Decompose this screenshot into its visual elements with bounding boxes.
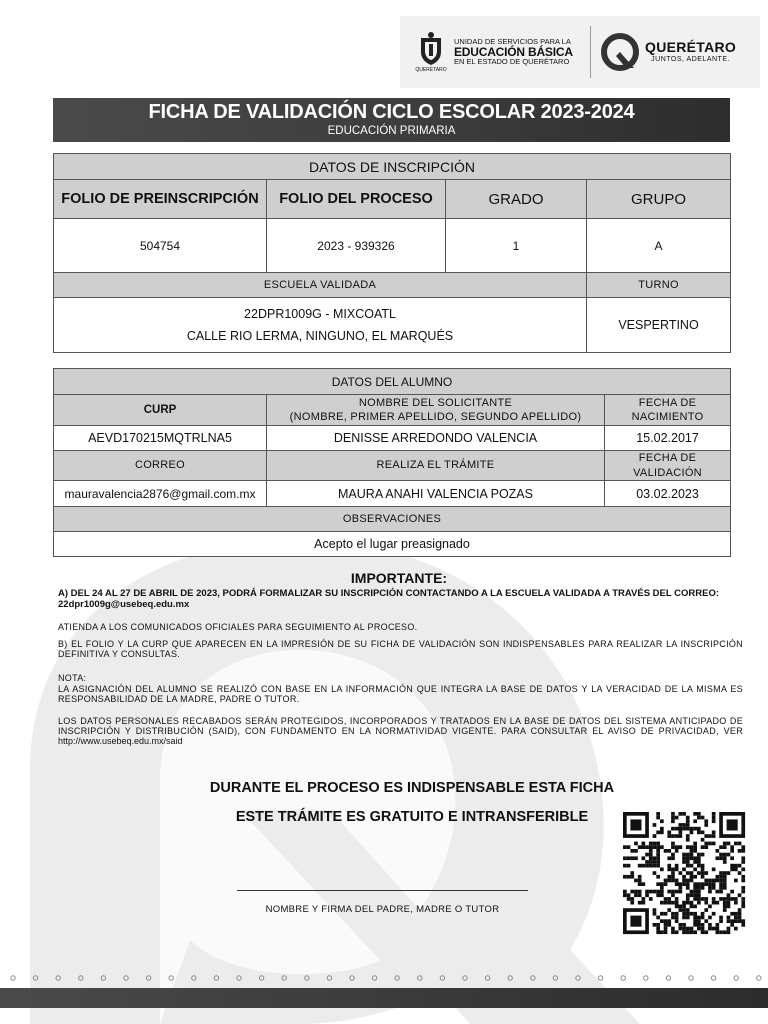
observaciones-value: Acepto el lugar preasignado xyxy=(54,532,731,557)
header-fecha-nac-line2: NACIMIENTO xyxy=(631,411,704,423)
decorative-dots xyxy=(0,968,768,988)
escuela-validada-value xyxy=(54,298,587,353)
header-fecha-nac-line1: FECHA DE xyxy=(638,396,697,409)
header-nombre-line2: (NOMBRE, PRIMER APELLIDO, SEGUNDO APELLIDO) xyxy=(289,411,582,423)
correo-value: mauravalencia2876@gmail.com.mx xyxy=(54,481,267,507)
state-seal-icon xyxy=(414,29,448,75)
importante-title: IMPORTANTE: xyxy=(350,570,448,586)
fecha-validacion-value: 03.02.2023 xyxy=(605,481,731,507)
queretaro-logo xyxy=(601,33,736,71)
header-turno: TURNO xyxy=(587,273,731,298)
usebeq-line1: UNIDAD DE SERVICIOS PARA LA xyxy=(454,36,571,46)
header-observaciones: OBSERVACIONES xyxy=(54,507,731,532)
importante-b: B) EL FOLIO Y LA CURP QUE APARECEN EN LA IMPRESIÓN DE SU FICHA DE VALIDACIÓN SON INDISPENSABLES PARA REALIZAR LA INSCRIPCIÓN DEFINITIVA Y CONSULTAS. xyxy=(58,639,743,659)
header-curp: CURP xyxy=(54,395,267,426)
alumno-section-label: DATOS DEL ALUMNO xyxy=(54,369,731,395)
header-escuela-validada: ESCUELA VALIDADA xyxy=(54,273,587,298)
header-correo: CORREO xyxy=(54,451,267,481)
header-nombre-line1: NOMBRE DEL SOLICITANTE xyxy=(358,396,513,409)
header-folio-preinscripcion: FOLIO DE PREINSCRIPCIÓN xyxy=(54,180,267,219)
header-grado: GRADO xyxy=(446,180,587,219)
logo-divider xyxy=(590,26,591,78)
escuela-clave: 22DPR1009G - MIXCOATL xyxy=(244,307,396,321)
header-logos xyxy=(400,16,760,88)
signature-line xyxy=(237,890,528,891)
curp-value: AEVD170215MQTRLNA5 xyxy=(54,426,267,451)
inscripcion-table xyxy=(53,153,731,353)
grupo-value: A xyxy=(587,219,731,273)
header-fecha-val-line1: FECHA DE xyxy=(638,452,697,465)
header-nombre-solicitante xyxy=(267,395,605,426)
queretaro-name: QUERÉTARO xyxy=(645,39,737,56)
turno-value: VESPERTINO xyxy=(587,298,731,353)
qr-code xyxy=(620,808,748,942)
grado-value: 1 xyxy=(446,219,587,273)
nota-text: LA ASIGNACIÓN DEL ALUMNO SE REALIZÓ CON BASE EN LA INFORMACIÓN QUE INTEGRA LA BASE DE DATOS Y LA VERACIDAD DE LA MISMA ES RESPONSABILIDAD DE LA MADRE, PADRE O TUTOR. xyxy=(58,684,743,704)
datos-personales xyxy=(58,716,743,746)
folio-proceso-value: 2023 - 939326 xyxy=(267,219,446,273)
usebeq-line2: EDUCACIÓN BÁSICA xyxy=(454,44,573,59)
page-title: FICHA DE VALIDACIÓN CICLO ESCOLAR 2023-2024 xyxy=(148,101,635,123)
header-grupo: GRUPO xyxy=(587,180,731,219)
seal-caption: QUERÉTARO xyxy=(415,66,447,73)
usebeq-line3: EN EL ESTADO DE QUERÉTARO xyxy=(454,57,570,67)
footer-line1: DURANTE EL PROCESO ES INDISPENSABLE ESTA FICHA xyxy=(209,780,615,796)
header-fecha-nacimiento xyxy=(605,395,731,426)
nota-label: NOTA: xyxy=(58,673,87,683)
footer-line2: ESTE TRÁMITE ES GRATUITO E INTRANSFERIBLE xyxy=(235,809,589,825)
inscripcion-section-label: DATOS DE INSCRIPCIÓN xyxy=(54,154,731,180)
escuela-direccion: CALLE RIO LERMA, NINGUNO, EL MARQUÉS xyxy=(186,329,454,343)
header-folio-proceso: FOLIO DEL PROCESO xyxy=(267,180,446,219)
signature-label: NOMBRE Y FIRMA DEL PADRE, MADRE O TUTOR xyxy=(265,904,500,915)
queretaro-q-icon xyxy=(601,33,639,71)
queretaro-slogan: JUNTOS, ADELANTE. xyxy=(651,55,730,63)
importante-a: A) DEL 24 AL 27 DE ABRIL DE 2023, PODRÁ FORMALIZAR SU INSCRIPCIÓN CONTACTANDO A LA ESCUELA VALIDADA A TRAVÉS DEL CORREO: 22dpr1009g@usebeq.edu.mx xyxy=(58,588,720,610)
folio-preinscripcion-value: 504754 xyxy=(54,219,267,273)
nombre-value: DENISSE ARREDONDO VALENCIA xyxy=(267,426,605,451)
privacy-url[interactable]: http://www.usebeq.edu.mx/said xyxy=(58,736,183,746)
title-bar xyxy=(53,98,730,142)
header-fecha-validacion xyxy=(605,451,731,481)
bottom-bar xyxy=(0,988,768,1008)
usebeq-logo xyxy=(400,29,580,75)
queretaro-watermark xyxy=(0,480,768,1024)
fecha-nacimiento-value: 15.02.2017 xyxy=(605,426,731,451)
header-realiza-tramite: REALIZA EL TRÁMITE xyxy=(267,451,605,481)
importante-atienda: ATIENDA A LOS COMUNICADOS OFICIALES PARA SEGUIMIENTO AL PROCESO. xyxy=(58,622,418,632)
realiza-tramite-value: MAURA ANAHI VALENCIA POZAS xyxy=(267,481,605,507)
page-subtitle: EDUCACIÓN PRIMARIA xyxy=(327,125,456,137)
alumno-table xyxy=(53,368,731,557)
header-fecha-val-line2: VALIDACIÓN xyxy=(633,466,702,479)
datos-personales-text: LOS DATOS PERSONALES RECABADOS SERÁN PROTEGIDOS, INCORPORADOS Y TRATADOS EN LA BASE DE DATOS DEL SISTEMA ANTICIPADO DE INSCRIPCIÓN Y DISTRIBUCIÓN (SAID), CON FUNDAMENTO EN LA NORMATIVIDAD VIGENTE. PARA CONSULTAR EL AVISO DE PRIVACIDAD, VER xyxy=(58,716,743,736)
